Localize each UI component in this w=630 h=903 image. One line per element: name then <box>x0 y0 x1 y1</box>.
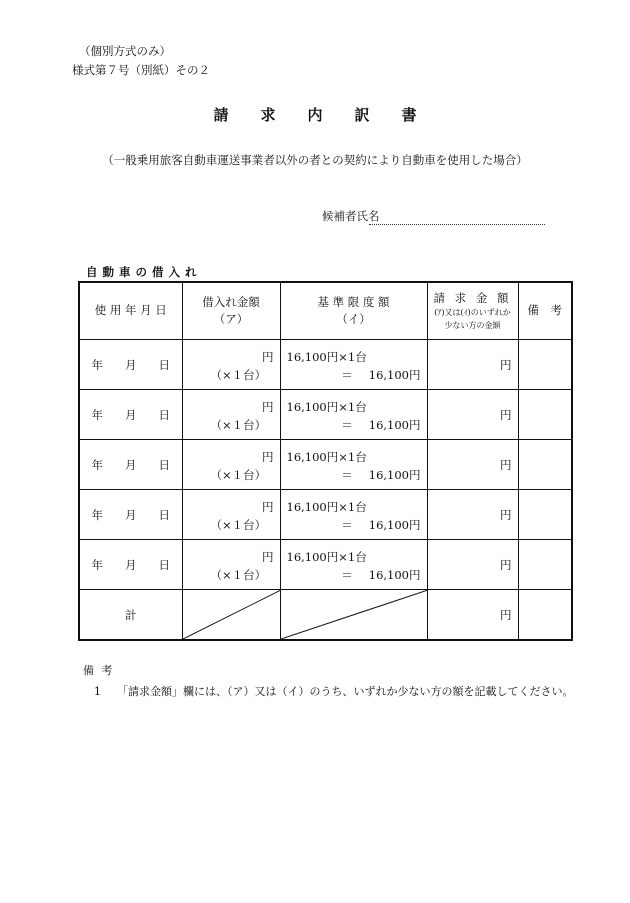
note-item: 1 「請求金額」欄には、（ア）又は（イ）のうち、いずれか少ない方の額を記載してください。 <box>94 685 574 698</box>
table-row <box>79 340 572 390</box>
total-claim-amount[interactable]: 円 <box>427 590 518 641</box>
claim-amount[interactable]: 円 <box>427 390 518 440</box>
table-row <box>79 390 572 440</box>
header-standard-limit: 基 準 限 度 額 （イ） <box>280 282 427 340</box>
remarks-cell[interactable] <box>518 340 572 390</box>
table-row <box>79 490 572 540</box>
candidate-name-field[interactable] <box>369 224 545 225</box>
total-remarks[interactable] <box>518 590 572 641</box>
usage-date[interactable]: 年 月 日 <box>79 490 182 540</box>
remarks-cell[interactable] <box>518 390 572 440</box>
standard-limit: 16,100円×1台 ＝ 16,100円 <box>280 340 427 390</box>
header-rent: 借入れ金額 （ア） <box>182 282 280 340</box>
claim-breakdown-table <box>78 281 573 641</box>
usage-date[interactable]: 年 月 日 <box>79 440 182 490</box>
diagonal-strike <box>281 590 428 639</box>
standard-limit: 16,100円×1台 ＝ 16,100円 <box>280 440 427 490</box>
header-claim-amount: 請 求 金 額 (ｱ)又は(ｲ)のいずれか 少ない方の金額 <box>427 282 518 340</box>
total-standard-cell <box>280 590 427 641</box>
claim-amount[interactable]: 円 <box>427 490 518 540</box>
header-date: 使 用 年 月 日 <box>79 282 182 340</box>
title-char: 訳 <box>354 106 370 124</box>
rent-amount[interactable]: 円 （×１台） <box>182 490 280 540</box>
standard-limit: 16,100円×1台 ＝ 16,100円 <box>280 390 427 440</box>
remarks-cell[interactable] <box>518 490 572 540</box>
section-heading: 自 動 車 の 借 入 れ <box>86 265 198 279</box>
total-label: 計 <box>79 590 182 641</box>
remarks-cell[interactable] <box>518 540 572 590</box>
table-header-row <box>79 282 572 340</box>
claim-amount[interactable]: 円 <box>427 340 518 390</box>
usage-date[interactable]: 年 月 日 <box>79 340 182 390</box>
standard-limit: 16,100円×1台 ＝ 16,100円 <box>280 540 427 590</box>
document-title <box>0 104 630 125</box>
document-subtitle: （一般乗用旅客自動車運送事業者以外の者との契約により自動車を使用した場合） <box>102 153 528 167</box>
title-char: 求 <box>260 106 276 124</box>
title-char: 書 <box>401 106 417 124</box>
table-row <box>79 440 572 490</box>
rent-amount[interactable]: 円 （×１台） <box>182 390 280 440</box>
usage-date[interactable]: 年 月 日 <box>79 390 182 440</box>
title-char: 請 <box>213 106 229 124</box>
claim-amount[interactable]: 円 <box>427 540 518 590</box>
table-row <box>79 540 572 590</box>
rent-amount[interactable]: 円 （×１台） <box>182 340 280 390</box>
remarks-cell[interactable] <box>518 440 572 490</box>
form-number: 様式第７号（別紙）その２ <box>72 63 210 77</box>
rent-amount[interactable]: 円 （×１台） <box>182 440 280 490</box>
title-char: 内 <box>307 106 323 124</box>
total-rent-cell <box>182 590 280 641</box>
total-row <box>79 590 572 641</box>
rent-amount[interactable]: 円 （×１台） <box>182 540 280 590</box>
notes-heading: 備 考 <box>83 664 115 677</box>
usage-date[interactable]: 年 月 日 <box>79 540 182 590</box>
header-line-1: （個別方式のみ） <box>79 44 171 58</box>
header-remarks: 備 考 <box>518 282 572 340</box>
diagonal-strike <box>183 590 281 639</box>
candidate-name-label: 候補者氏名 <box>322 209 380 223</box>
standard-limit: 16,100円×1台 ＝ 16,100円 <box>280 490 427 540</box>
claim-amount[interactable]: 円 <box>427 440 518 490</box>
